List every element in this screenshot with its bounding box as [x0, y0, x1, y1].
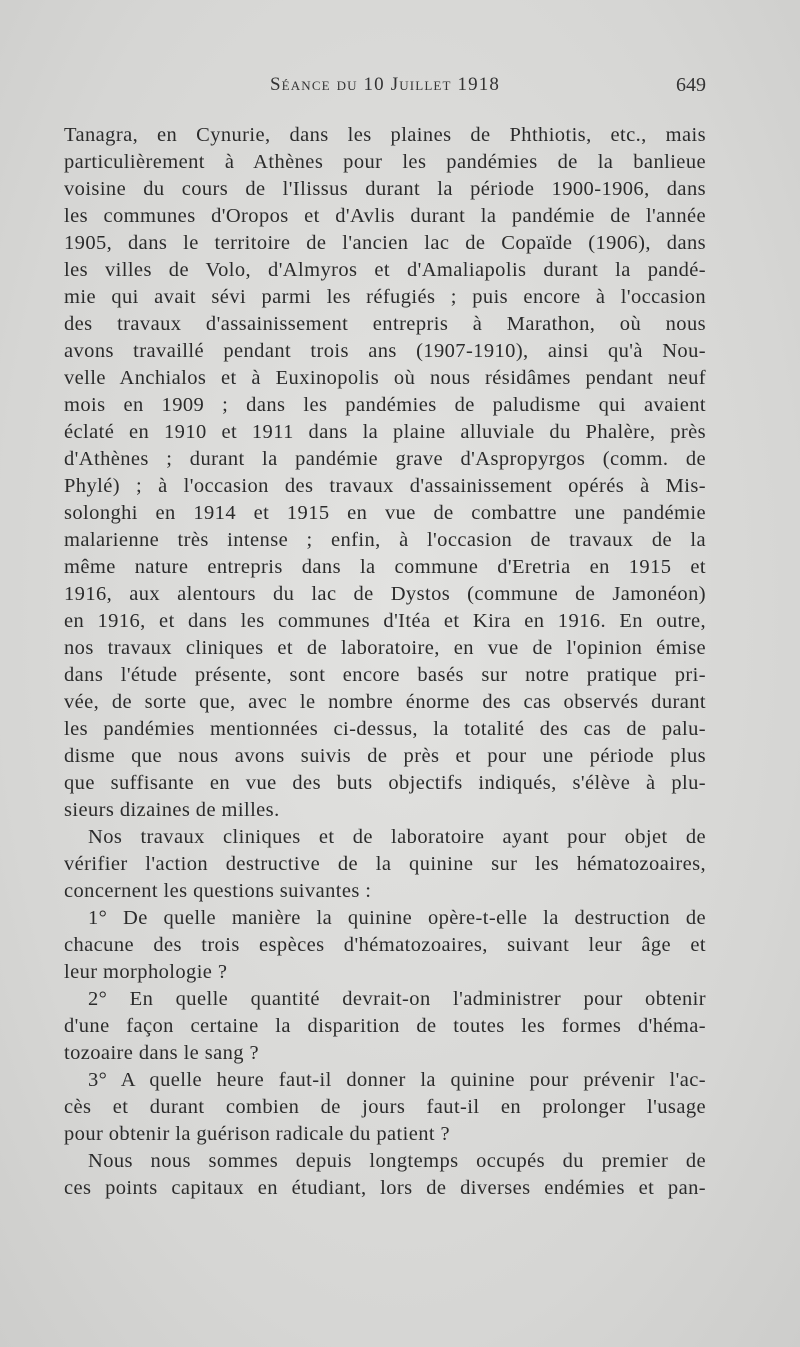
text-line: que suffisante en vue des buts objectifs indiqués, s'élève à plu- [64, 772, 706, 794]
text-line: malarienne très intense ; enfin, à l'occasion de travaux de la [64, 529, 706, 551]
text-line: pour obtenir la guérison radicale du patient ? [64, 1123, 451, 1145]
list-item-1-line: 1° De quelle manière la quinine opère-t-elle la destruction de [88, 907, 706, 929]
text-line: 1905, dans le territoire de l'ancien lac de Copaïde (1906), dans [64, 232, 706, 254]
text-line: les villes de Volo, d'Almyros et d'Amaliapolis durant la pandé- [64, 259, 706, 281]
text-line: nos travaux cliniques et de laboratoire, en vue de l'opinion émise [64, 637, 706, 659]
text-line: en 1916, et dans les communes d'Itéa et Kira en 1916. En outre, [64, 610, 706, 632]
text-line: d'une façon certaine la disparition de toutes les formes d'héma- [64, 1015, 706, 1037]
text-line: velle Anchialos et à Euxinopolis où nous résidâmes pendant neuf [64, 367, 706, 389]
text-line: vée, de sorte que, avec le nombre énorme des cas observés durant [64, 691, 706, 713]
text-line: Phylé) ; à l'occasion des travaux d'assainissement opérés à Mis- [64, 475, 706, 497]
text-line: d'Athènes ; durant la pandémie grave d'Aspropyrgos (comm. de [64, 448, 706, 470]
text-line: éclaté en 1910 et 1911 dans la plaine alluviale du Phalère, près [64, 421, 706, 443]
text-line: particulièrement à Athènes pour les pandémies de la banlieue [64, 151, 706, 173]
text-line: concernent les questions suivantes : [64, 880, 372, 902]
list-item-2-line: 2° En quelle quantité devrait-on l'administrer pour obtenir [88, 988, 706, 1010]
list-item-3-line: 3° A quelle heure faut-il donner la quinine pour prévenir l'ac- [88, 1069, 706, 1091]
text-line: 1916, aux alentours du lac de Dystos (commune de Jamonéon) [64, 583, 706, 605]
page-number: 649 [676, 74, 706, 96]
text-line: vérifier l'action destructive de la quinine sur les hématozoaires, [64, 853, 706, 875]
text-line: ces points capitaux en étudiant, lors de diverses endémies et pan- [64, 1177, 706, 1199]
paragraph-start-line: Nos travaux cliniques et de laboratoire ayant pour objet de [88, 826, 706, 848]
text-line: dans l'étude présente, sont encore basés sur notre pratique pri- [64, 664, 706, 686]
text-line: cès et durant combien de jours faut-il en prolonger l'usage [64, 1096, 706, 1118]
text-line: voisine du cours de l'Ilissus durant la période 1900-1906, dans [64, 178, 706, 200]
text-line: avons travaillé pendant trois ans (1907-1910), ainsi qu'à Nou- [64, 340, 706, 362]
paragraph-start-line: Nous nous sommes depuis longtemps occupés du premier de [88, 1150, 706, 1172]
text-line: les communes d'Oropos et d'Avlis durant la pandémie de l'année [64, 205, 706, 227]
body-text [64, 122, 706, 1202]
text-line: disme que nous avons suivis de près et pour une période plus [64, 745, 706, 767]
text-line: mie qui avait sévi parmi les réfugiés ; puis encore à l'occasion [64, 286, 706, 308]
text-line: mois en 1909 ; dans les pandémies de paludisme qui avaient [64, 394, 706, 416]
page-header [64, 74, 706, 104]
text-line: leur morphologie ? [64, 961, 228, 983]
text-line: les pandémies mentionnées ci-dessus, la totalité des cas de palu- [64, 718, 706, 740]
text-line: solonghi en 1914 et 1915 en vue de combattre une pandémie [64, 502, 706, 524]
text-line: Tanagra, en Cynurie, dans les plaines de Phthiotis, etc., mais [64, 124, 706, 146]
text-line: même nature entrepris dans la commune d'Eretria en 1915 et [64, 556, 706, 578]
text-line: sieurs dizaines de milles. [64, 799, 280, 821]
text-line: des travaux d'assainissement entrepris à Marathon, où nous [64, 313, 706, 335]
running-head: Séance du 10 Juillet 1918 [269, 74, 501, 95]
text-line: tozoaire dans le sang ? [64, 1042, 259, 1064]
text-line: chacune des trois espèces d'hématozoaires, suivant leur âge et [64, 934, 706, 956]
